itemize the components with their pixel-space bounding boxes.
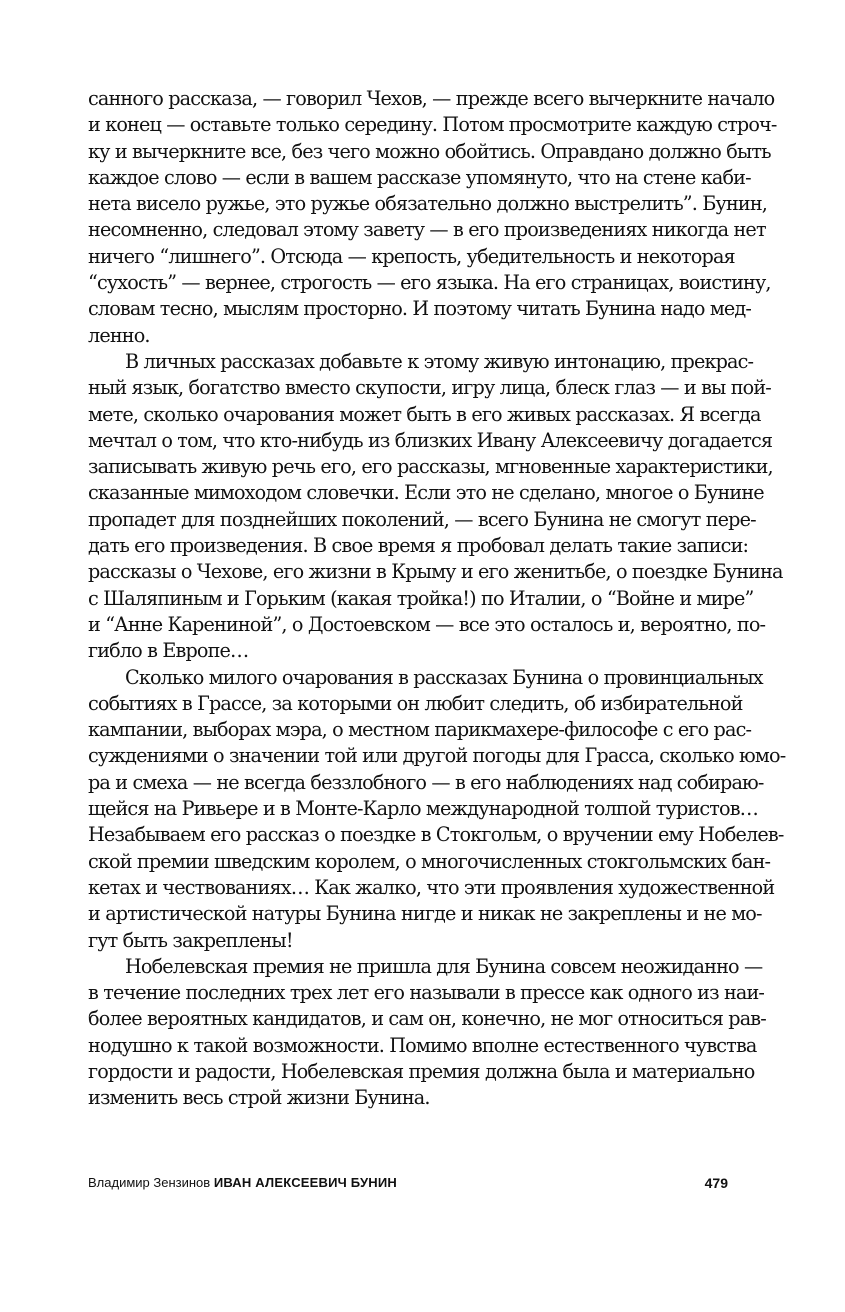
text-line: ра и смеха — не всегда беззлобного — в его наблюдениях над собираю- [88, 770, 764, 794]
text-line: щейся на Ривьере и в Монте-Карло международной толпой туристов… [88, 797, 758, 821]
text-line: “сухость” — вернее, строгость — его языка. На его страницах, воистину, [88, 271, 771, 295]
text-line: изменить весь строй жизни Бунина. [88, 1086, 430, 1110]
text-line: ку и вычеркните все, без чего можно обойтись. Оправдано должно быть [88, 139, 771, 163]
text-line: с Шаляпиным и Горьким (какая тройка!) по Италии, о “Войне и мире” [88, 586, 754, 610]
text-line: Незабываем его рассказ о поездке в Стокгольм, о вручении ему Нобелев- [88, 823, 784, 847]
text-line: ный язык, богатство вместо скупости, игру лица, блеск глаз — и вы пой- [88, 376, 771, 400]
text-line: записывать живую речь его, его рассказы, мгновенные характеристики, [88, 455, 773, 479]
text-line: более вероятных кандидатов, и сам он, конечно, не мог относиться рав- [88, 1007, 766, 1031]
text-line: кетах и чествованиях… Как жалко, что эти проявления художественной [88, 875, 775, 899]
text-line: кампании, выборах мэра, о местном парикмахере-философе с его рас- [88, 718, 752, 742]
text-line: мечтал о том, что кто-нибудь из близких Ивану Алексеевичу догадается [88, 428, 773, 452]
page-number: 479 [704, 1175, 728, 1191]
body-text [88, 86, 786, 1112]
text-line: словам тесно, мыслям просторно. И поэтому читать Бунина надо мед- [88, 297, 752, 321]
text-line: и конец — оставьте только середину. Потом просмотрите каждую строч- [88, 113, 777, 137]
text-line: ской премии шведским королем, о многочисленных стокгольмских бан- [88, 849, 771, 873]
text-line: гут быть закреплены! [88, 928, 293, 952]
text-line: рассказы о Чехове, его жизни в Крыму и его женитьбе, о поездке Бунина [88, 560, 783, 584]
text-line: событиях в Грассе, за которыми он любит следить, об избирательной [88, 691, 743, 715]
text-line: дать его произведения. В свое время я пробовал делать такие записи: [88, 534, 749, 558]
text-line: В личных рассказах добавьте к этому живую интонацию, прекрас- [125, 349, 754, 373]
text-line: и “Анне Карениной”, о Достоевском — все это осталось и, вероятно, по- [88, 612, 766, 636]
text-line: пропадет для позднейших поколений, — всего Бунина не смогут пере- [88, 507, 756, 531]
text-line: гордости и радости, Нобелевская премия должна была и материально [88, 1059, 755, 1083]
text-line: и артистической натуры Бунина нигде и никак не закреплены и не мо- [88, 902, 762, 926]
text-line: Нобелевская премия не пришла для Бунина совсем неожиданно — [125, 954, 763, 978]
text-line: сказанные мимоходом словечки. Если это не сделано, многое о Бунине [88, 481, 764, 505]
page-footer [88, 1173, 728, 1193]
text-line: суждениями о значении той или другой погоды для Грасса, сколько юмо- [88, 744, 786, 768]
text-line: мете, сколько очарования может быть в его живых рассказах. Я всегда [88, 402, 761, 426]
footer-author: Владимир Зензинов [88, 1175, 211, 1190]
text-line: Сколько милого очарования в рассказах Бунина о провинциальных [125, 665, 763, 689]
text-line: санного рассказа, — говорил Чехов, — прежде всего вычеркните начало [88, 87, 775, 110]
footer-book-title: ИВАН АЛЕКСЕЕВИЧ БУНИН [213, 1175, 398, 1190]
text-line: нодушно к такой возможности. Помимо вполне естественного чувства [88, 1033, 757, 1057]
text-line: в течение последних трех лет его называли в прессе как одного из наи- [88, 981, 765, 1005]
text-line: ленно. [88, 323, 150, 347]
running-footer [88, 1173, 397, 1193]
text-line: нета висело ружье, это ружье обязательно должно выстрелить”. Бунин, [88, 192, 768, 216]
text-line: ничего “лишнего”. Отсюда — крепость, убедительность и некоторая [88, 244, 735, 268]
text-line: каждое слово — если в вашем рассказе упомянуто, что на стене каби- [88, 165, 751, 189]
text-line: гибло в Европе… [88, 639, 249, 663]
text-line: несомненно, следовал этому завету — в его произведениях никогда нет [88, 218, 766, 242]
